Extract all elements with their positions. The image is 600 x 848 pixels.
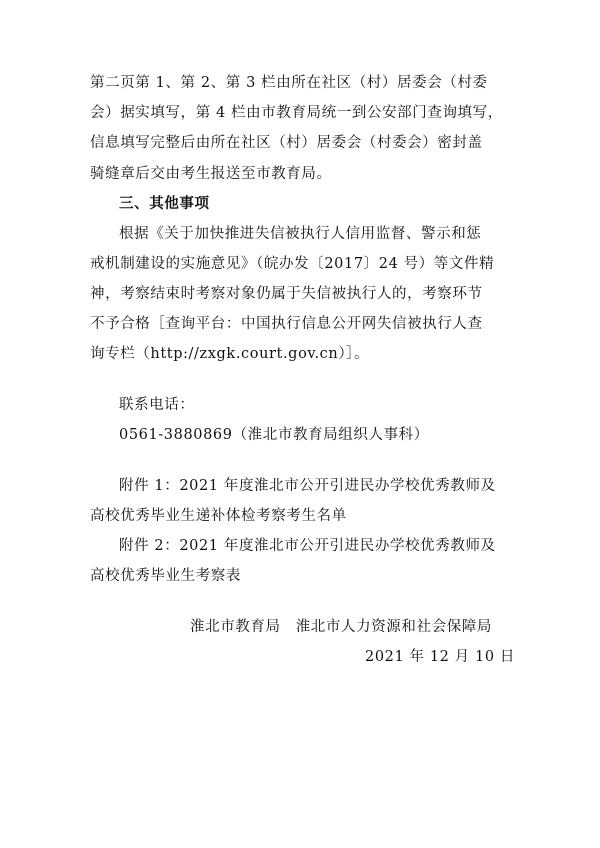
attachment2-line1: 附件 2：2021 年度淮北市公开引进民办学校优秀教师及	[119, 538, 496, 554]
paragraph1-line1: 第二页第 1、第 2、第 3 栏由所在社区（村）居委会（村委	[90, 75, 488, 91]
section3-line5: 询专栏（http://zxgk.court.gov.cn）］。	[90, 346, 370, 362]
issuer-names: 淮北市教育局 淮北市人力资源和社会保障局	[190, 619, 492, 635]
attachment1-line1: 附件 1：2021 年度淮北市公开引进民办学校优秀教师及	[119, 478, 496, 494]
attachment2-line2: 高校优秀毕业生考察表	[90, 568, 241, 584]
section3-line2: 戒机制建设的实施意见》（皖办发〔2017〕24 号）等文件精	[90, 256, 495, 272]
issue-date: 2021 年 12 月 10 日	[365, 649, 515, 665]
paragraph1-line4: 骑缝章后交由考生报送至市教育局。	[90, 166, 332, 182]
paragraph1-line3: 信息填写完整后由所在社区（村）居委会（村委会）密封盖	[90, 135, 483, 151]
section3-line4: 不予合格［查询平台：中国执行信息公开网失信被执行人查	[90, 316, 483, 332]
paragraph1-line2: 会）据实填写，第 4 栏由市教育局统一到公安部门查询填写，	[90, 105, 503, 121]
section3-line1: 根据《关于加快推进失信被执行人信用监督、警示和惩	[119, 226, 482, 242]
section3-line3: 神，考察结束时考察对象仍属于失信被执行人的，考察环节	[90, 286, 483, 302]
contact-label: 联系电话：	[119, 397, 195, 413]
section3-heading: 三、其他事项	[119, 195, 210, 212]
contact-phone: 0561-3880869（淮北市教育局组织人事科）	[119, 427, 429, 443]
attachment1-line2: 高校优秀毕业生递补体检考察考生名单	[90, 508, 347, 524]
